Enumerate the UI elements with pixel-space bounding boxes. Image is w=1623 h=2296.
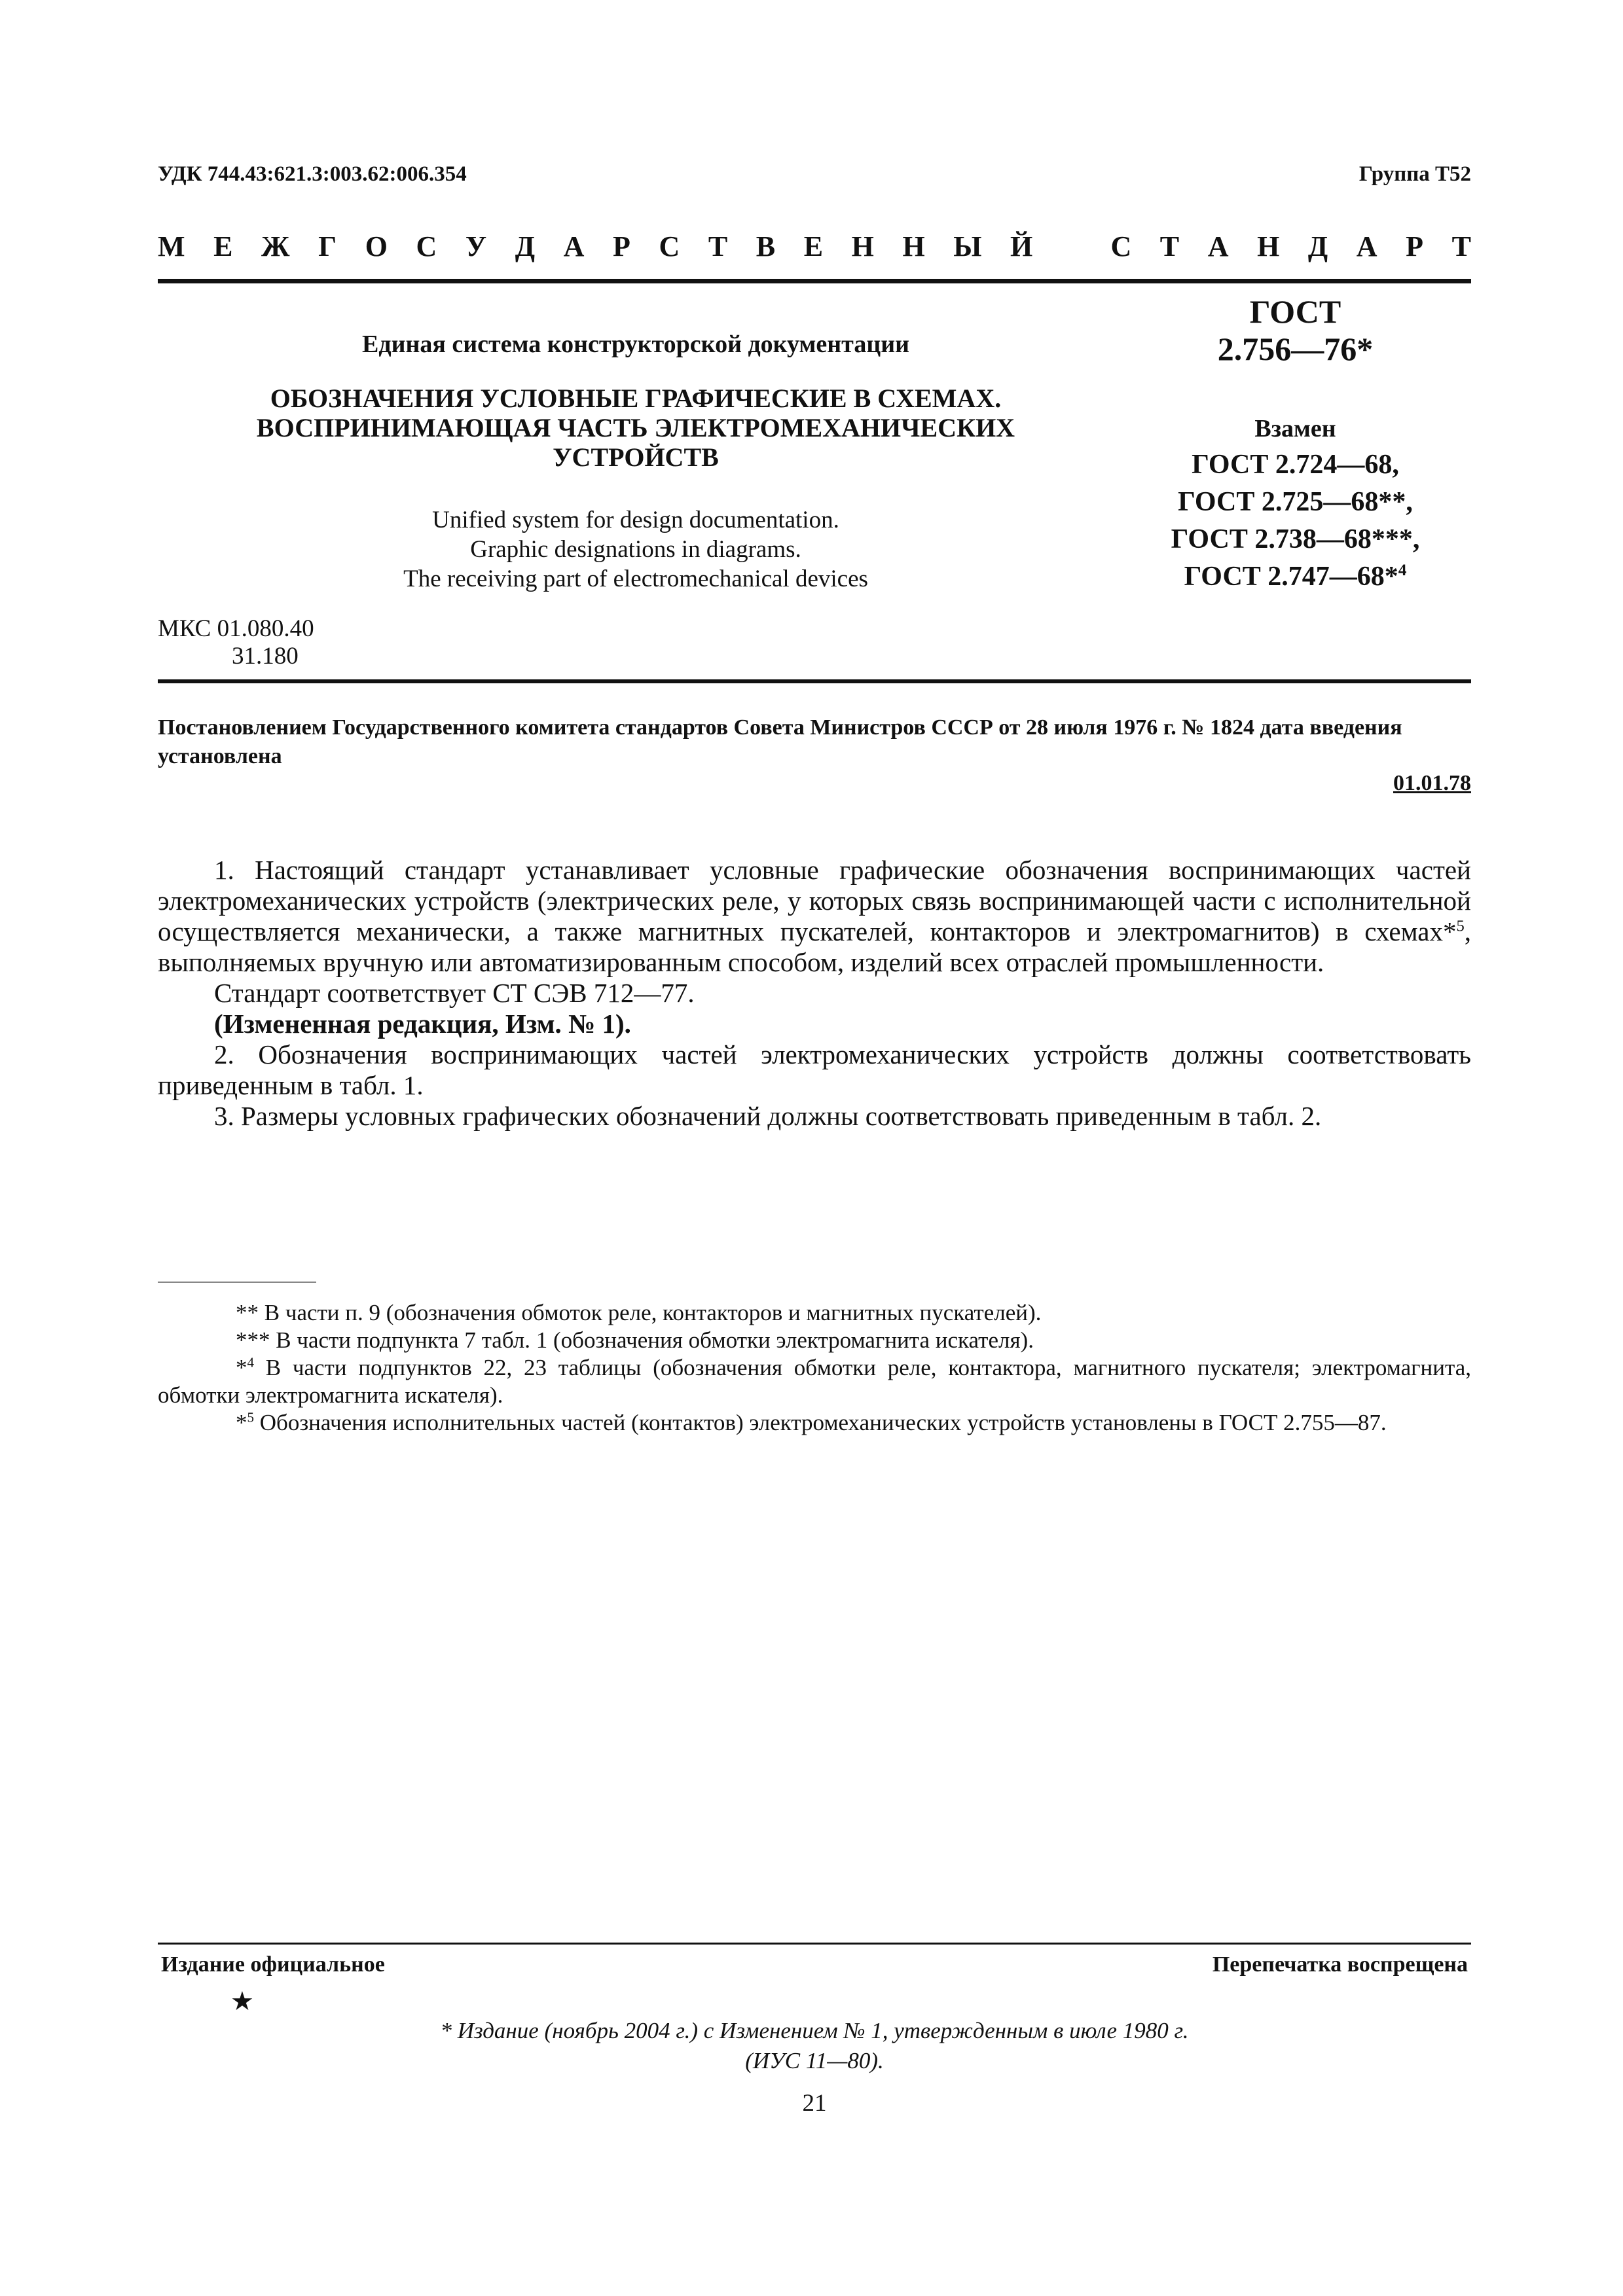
footnote-text: Обозначения исполнительных частей (контактов) электромеханических устройств установлены в ГОСТ 2.755—87. (254, 1410, 1387, 1435)
udk-code: УДК 744.43:621.3:003.62:006.354 (158, 162, 467, 186)
heading-letter: О (365, 230, 388, 262)
paragraph (158, 855, 1471, 978)
title-line: УСТРОЙСТВ (553, 442, 719, 472)
heading-letter: В (756, 230, 776, 262)
heading-letter: Г (318, 230, 337, 262)
heading-letter: М (158, 230, 185, 262)
replaced-standard-text: ГОСТ 2.724—68, (1192, 450, 1399, 480)
group-code: Группа Т52 (1359, 162, 1471, 186)
heading-letter: Ж (261, 230, 290, 262)
replaced-standard-text: ГОСТ 2.725—68**, (1178, 487, 1413, 517)
footnote-superscript: 4 (247, 1354, 254, 1371)
gost-number: 2.756—76* (1217, 331, 1374, 367)
heading-letter: Т (708, 230, 728, 262)
heading-letter: А (1207, 230, 1229, 262)
heading-letter: Т (1451, 230, 1471, 262)
footnote (158, 1354, 1471, 1409)
heading-letter: У (465, 230, 487, 262)
heading-letter: С (659, 230, 680, 262)
edition-note-line: (ИУС 11—80). (745, 2048, 884, 2073)
heading-letter: Р (612, 230, 630, 262)
heading-letter: Ы (953, 230, 982, 262)
heading-letter: С (1110, 230, 1132, 262)
heading-letter: Р (1406, 230, 1424, 262)
replaces-label: Взамен (1254, 415, 1336, 442)
english-title (158, 505, 1114, 594)
heading-letter: Н (851, 230, 874, 262)
footnote-superscript: 4 (1398, 562, 1407, 579)
heading-letter: Н (902, 230, 925, 262)
gost-designation (1120, 293, 1471, 596)
heading-letter: С (416, 230, 437, 262)
heading-letter: Д (515, 230, 536, 262)
replaced-standard-text: ГОСТ 2.747—68* (1184, 562, 1398, 592)
official-edition-label: Издание официальное (161, 1952, 385, 1977)
replaced-standard-text: ГОСТ 2.738—68***, (1171, 524, 1420, 554)
paragraph-text: , выполняемых вручную или автоматизированным способом, изделий всех отраслей промышленности. (158, 916, 1471, 977)
footnote-mark: * (236, 1410, 247, 1435)
footnotes (158, 1299, 1471, 1437)
footnote (158, 1409, 1471, 1437)
edition-note-line: * Издание (ноябрь 2004 г.) с Изменением № 1, утвержденным в июле 1980 г. (440, 2018, 1189, 2043)
header-rule (158, 279, 1471, 283)
introduction-date: 01.01.78 (1393, 771, 1471, 795)
english-title-line: The receiving part of electromechanical devices (403, 565, 868, 592)
amendment-note: (Измененная редакция, Изм. № 1). (214, 1009, 631, 1039)
paragraph-text: 1. Настоящий стандарт устанавливает условные графические обозначения воспринимающих частей электромеханических устройств (электрических реле, у которых связь воспринимающей части с исполнительной осуществляется механически, а также магнитных пускателей, контакторов и электромагнитов) в схемах* (158, 855, 1471, 946)
heading-letter: А (563, 230, 585, 262)
english-title-line: Graphic designations in diagrams. (470, 536, 801, 563)
heading-letter: Д (1307, 230, 1328, 262)
replaced-standard (1120, 484, 1471, 521)
replaced-standard (1120, 558, 1471, 596)
heading-letter: Е (213, 230, 233, 262)
mks-codes (158, 615, 314, 670)
series-title: Единая система конструкторской документации (362, 331, 909, 358)
interstate-standard-heading (158, 232, 1471, 261)
heading-letter: А (1356, 230, 1377, 262)
replaces-block (1120, 411, 1471, 596)
replaced-standard (1120, 446, 1471, 484)
paragraph: Стандарт соответствует СТ СЭВ 712—77. (214, 978, 695, 1008)
mks-line: 31.180 (232, 643, 299, 670)
heading-letter: Н (1257, 230, 1280, 262)
footnote-superscript: 5 (1456, 917, 1465, 935)
paragraph: 3. Размеры условных графических обозначений должны соответствовать приведенным в табл. 2. (214, 1101, 1322, 1131)
edition-note (158, 2016, 1471, 2076)
heading-letter: Е (803, 230, 824, 262)
star-icon: ★ (230, 1986, 254, 2016)
title-line: ВОСПРИНИМАЮЩАЯ ЧАСТЬ ЭЛЕКТРОМЕХАНИЧЕСКИХ (256, 413, 1015, 442)
english-title-line: Unified system for design documentation. (432, 507, 839, 533)
title-block-rule (158, 679, 1471, 683)
footnote-mark: * (236, 1355, 247, 1380)
reprint-prohibited-label: Перепечатка воспрещена (1212, 1952, 1468, 1977)
body-text (158, 855, 1471, 1132)
heading-letter: Т (1159, 230, 1180, 262)
mks-line: МКС 01.080.40 (158, 615, 314, 642)
heading-letter: Й (1010, 230, 1033, 262)
paragraph: 2. Обозначения воспринимающих частей электромеханических устройств должны соответствовать приведенным в табл. 1. (158, 1039, 1471, 1100)
document-title (158, 384, 1114, 472)
gost-label: ГОСТ (1249, 293, 1341, 330)
footnote-rule (158, 1282, 316, 1283)
page-number: 21 (802, 2090, 827, 2117)
footnote: *** В части подпункта 7 табл. 1 (обозначения обмотки электромагнита искателя). (236, 1327, 1034, 1353)
footnote-superscript: 5 (247, 1409, 254, 1426)
title-line: ОБОЗНАЧЕНИЯ УСЛОВНЫЕ ГРАФИЧЕСКИЕ В СХЕМАХ. (270, 384, 1002, 413)
replaced-standard (1120, 521, 1471, 558)
footnote: ** В части п. 9 (обозначения обмоток реле, контакторов и магнитных пускателей). (236, 1300, 1042, 1325)
footnote-text: В части подпунктов 22, 23 таблицы (обозначения обмотки реле, контактора, магнитного пускателя; электромагнита, обмотки электромагнита искателя). (158, 1355, 1471, 1408)
decree-text: Постановлением Государственного комитета стандартов Совета Министров СССР от 28 июля 1976 г. № 1824 дата введения установлена (158, 715, 1402, 768)
footer-rule (158, 1943, 1471, 1945)
